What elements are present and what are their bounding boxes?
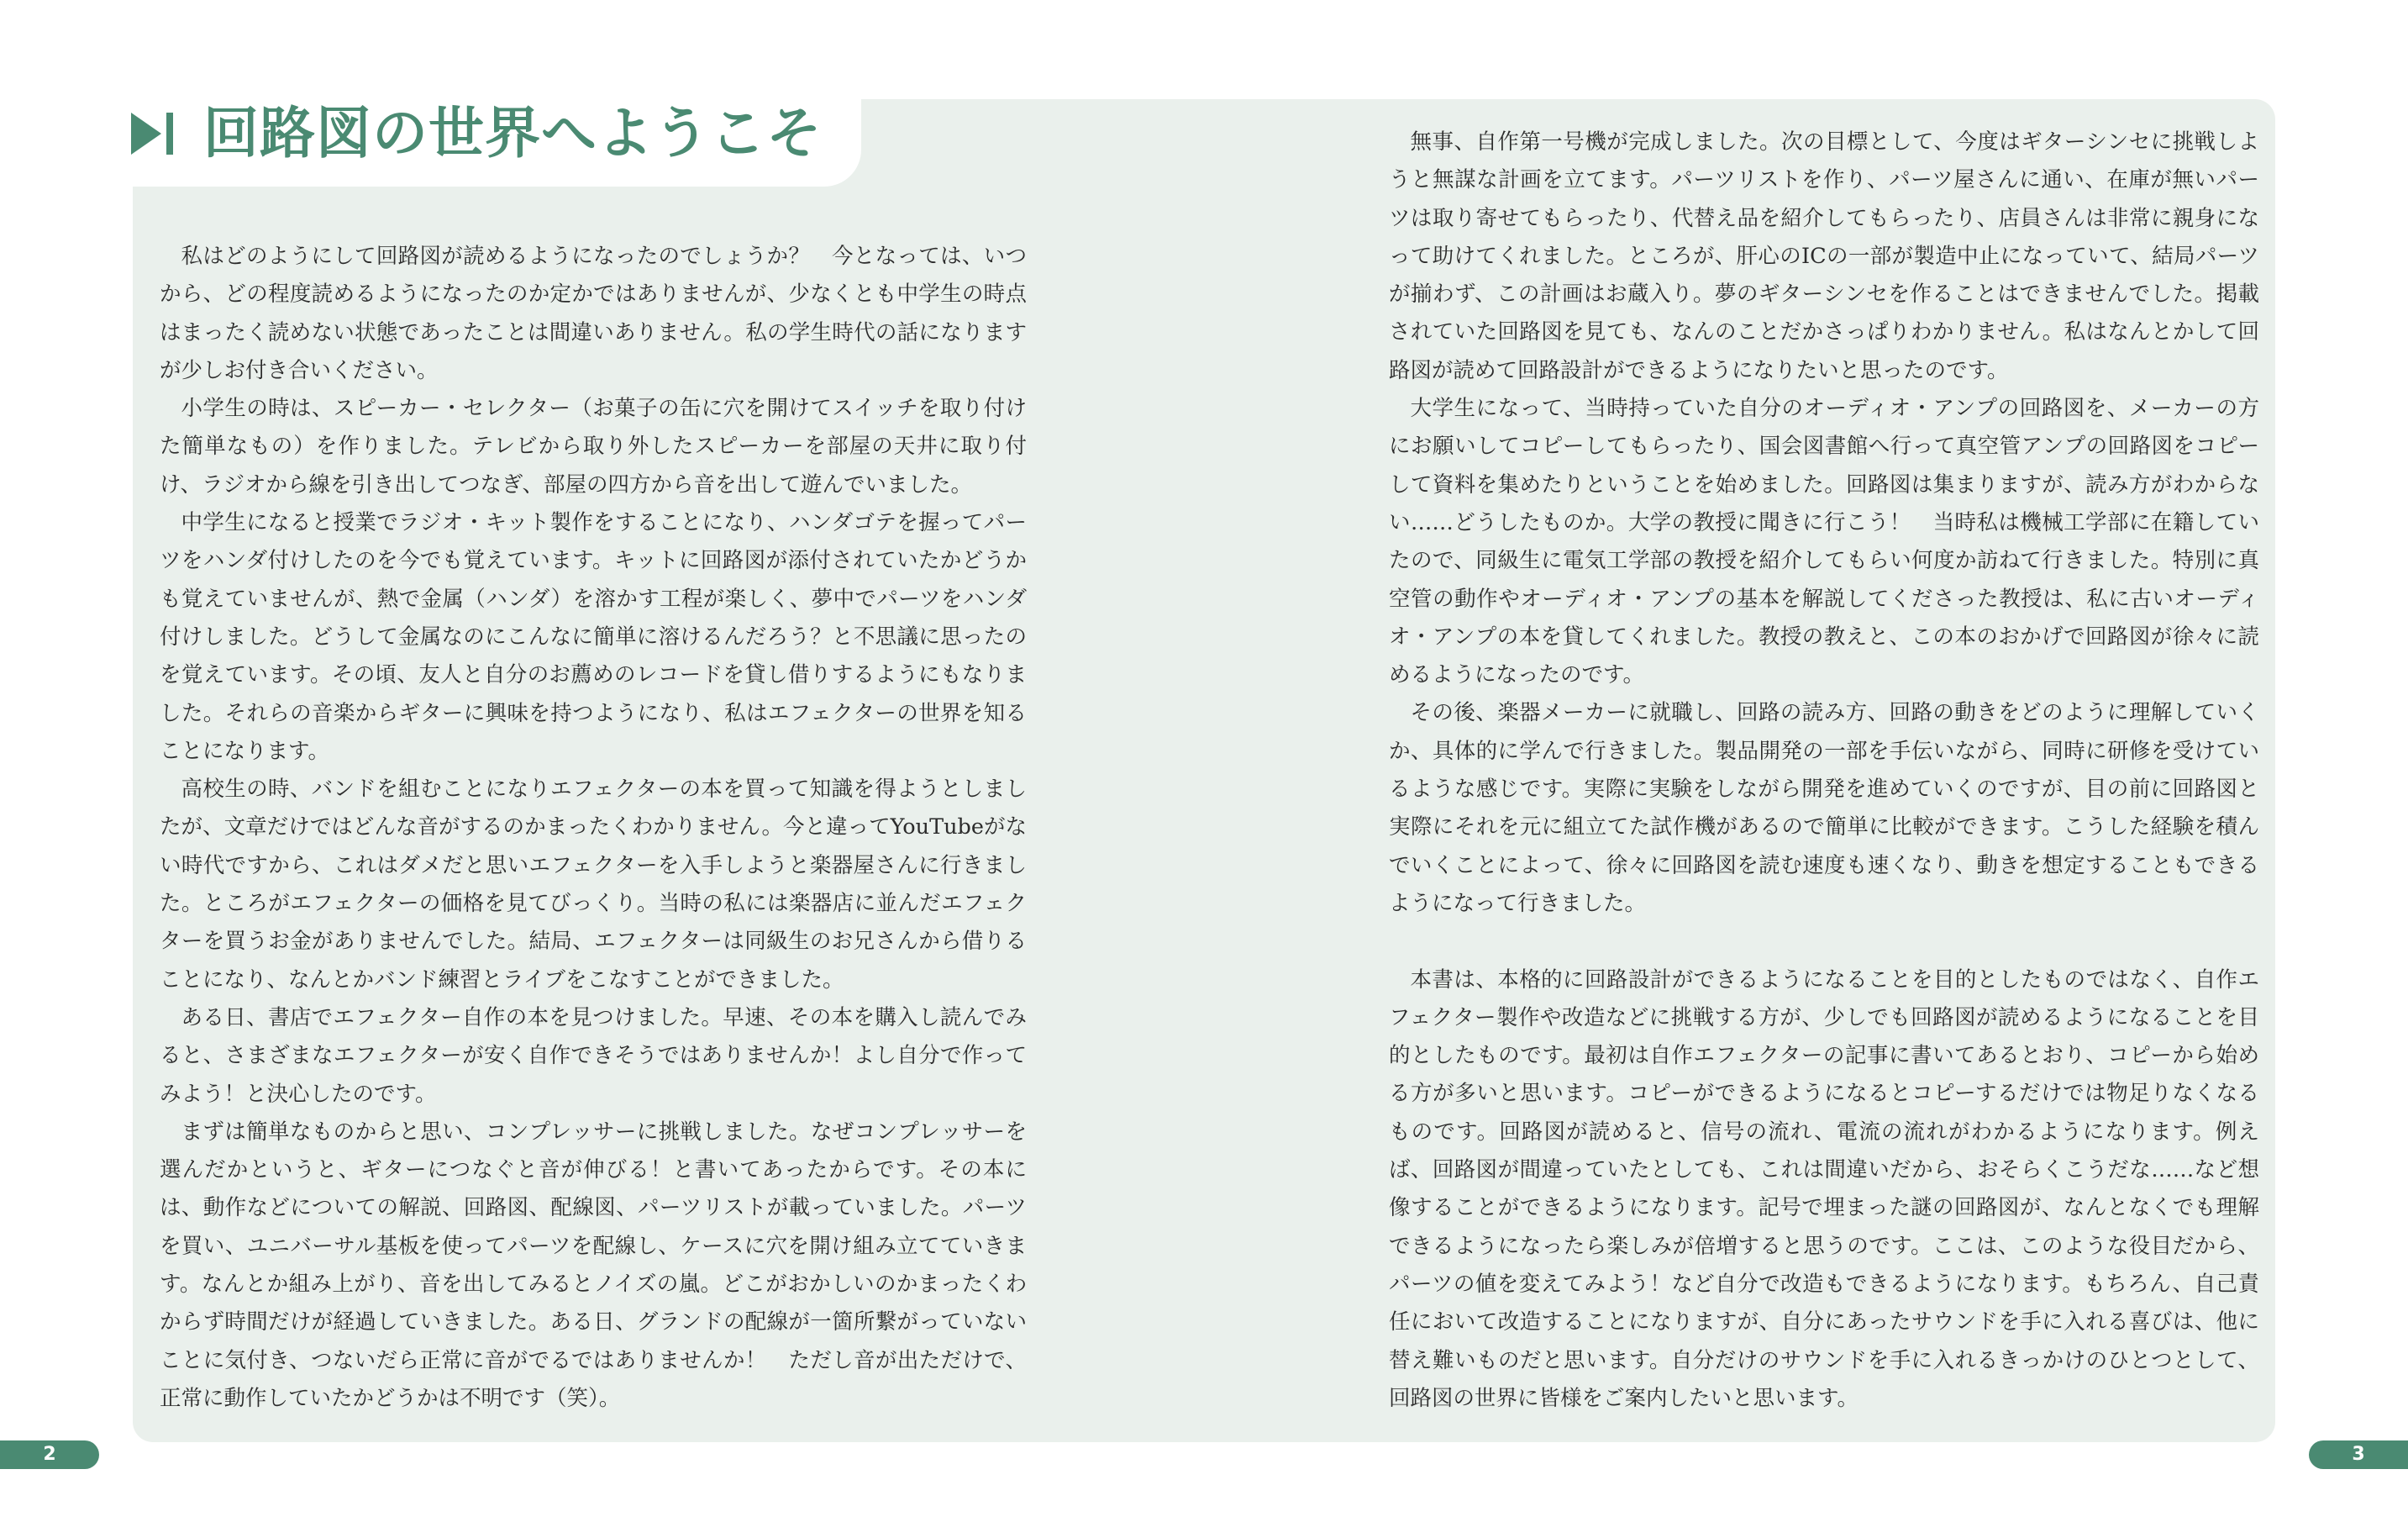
page-number-right: 3 xyxy=(2309,1440,2408,1469)
page-title: 回路図の世界へようこそ xyxy=(203,100,823,166)
paragraph-gap xyxy=(1389,923,2259,961)
paragraph: 無事、自作第一号機が完成しました。次の目標として、今度はギターシンセに挑戦しようと無謀な計画を立てます。パーツリストを作り、パーツ屋さんに通い、在庫が無いパーツは取り寄せてもらったり、代替え品を紹介してもらったり、店員さんは非常に親身になって助けてくれました。ところが、肝心のICの一部が製造中止になっていて、結局パーツが揃わず、この計画はお蔵入り。夢のギターシンセを作ることはできませんでした。掲載されていた回路図を見ても、なんのことだかさっぱりわかりません。私はなんとかして回路図が読めて回路設計ができるようになりたいと思ったのです。 xyxy=(1389,129,2259,383)
paragraph: ある日、書店でエフェクター自作の本を見つけました。早速、その本を購入し読んでみると、さまざまなエフェクターが安く自作できそうではありませんか！よし自分で作ってみよう！と決心したのです。 xyxy=(160,1004,1027,1107)
paragraph: 本書は、本格的に回路設計ができるようになることを目的としたものではなく、自作エフェクター製作や改造などに挑戦する方が、少しでも回路図が読めるようになることを目的としたものです。最初は自作エフェクターの記事に書いてあるとおり、コピーから始める方が多いと思います。コピーができるようになるとコピーするだけでは物足りなくなるものです。回路図が読めると、信号の流れ、電流の流れがわかるようになります。例えば、回路図が間違っていたとしても、これは間違いだから、おそらくこうだな……など想像することができるようになります。記号で埋まった謎の回路図が、なんとなくでも理解できるようになったら楽しみが倍増すると思うのです。ここは、このような役目だから、パーツの値を変えてみよう！など自分で改造もできるようになります。もちろん、自己責任において改造することになりますが、自分にあったサウンドを手に入れる喜びは、他に替え難いものだと思います。自分だけのサウンドを手に入れるきっかけのひとつとして、回路図の世界に皆様をご案内したいと思います。 xyxy=(1389,966,2259,1411)
paragraph: まずは簡単なものからと思い、コンプレッサーに挑戦しました。なぜコンプレッサーを選んだかというと、ギターにつなぐと音が伸びる！と書いてあったからです。その本には、動作などについての解説、回路図、配線図、パーツリストが載っていました。パーツを買い、ユニバーサル基板を使ってパーツを配線し、ケースに穴を開け組み立てていきます。なんとか組み上がり、音を出してみるとノイズの嵐。どこがおかしいのかまったくわからず時間だけが経過していきました。ある日、グランドの配線が一箇所繋がっていないことに気付き、つないだら正常に音がでるではありませんか！ ただし音が出ただけで、正常に動作していたかどうかは不明です（笑）。 xyxy=(160,1119,1027,1411)
play-bar-icon xyxy=(131,113,175,155)
paragraph: 大学生になって、当時持っていた自分のオーディオ・アンプの回路図を、メーカーの方にお願いしてコピーしてもらったり、国会図書館へ行って真空管アンプの回路図をコピーして資料を集めたりということを始めました。回路図は集まりますが、読み方がわからない……どうしたものか。大学の教授に聞きに行こう！ 当時私は機械工学部に在籍していたので、同級生に電気工学部の教授を紹介してもらい何度か訪ねて行きました。特別に真空管の動作やオーディオ・アンプの基本を解説してくださった教授は、私に古いオーディオ・アンプの本を貸してくれました。教授の教えと、この本のおかげで回路図が徐々に読めるようになったのです。 xyxy=(1389,396,2259,688)
paragraph: 中学生になると授業でラジオ・キット製作をすることになり、ハンダゴテを握ってパーツをハンダ付けしたのを今でも覚えています。キットに回路図が添付されていたかどうかも覚えていませんが、熱で金属（ハンダ）を溶かす工程が楽しく、夢中でパーツをハンダ付けしました。どうして金属なのにこんなに簡単に溶けるんだろう？と不思議に思ったのを覚えています。その頃、友人と自分のお薦めのレコードを貸し借りするようにもなりました。それらの音楽からギターに興味を持つようになり、私はエフェクターの世界を知ることになります。 xyxy=(160,510,1027,764)
left-column xyxy=(160,238,1027,1418)
paragraph: 小学生の時は、スピーカー・セレクター（お菓子の缶に穴を開けてスイッチを取り付けた簡単なもの）を作りました。テレビから取り外したスピーカーを部屋の天井に取り付け、ラジオから線を引き出してつなぎ、部屋の四方から音を出して遊んでいました。 xyxy=(160,396,1027,498)
paragraph: その後、楽器メーカーに就職し、回路の読み方、回路の動きをどのように理解していくか、具体的に学んで行きました。製品開発の一部を手伝いながら、同時に研修を受けているような感じです。実際に実験をしながら開発を進めていくのですが、目の前に回路図と実際にそれを元に組立てた試作機があるので簡単に比較ができます。こうした経験を積んでいくことによって、徐々に回路図を読む速度も速くなり、動きを想定することもできるようになって行きました。 xyxy=(1389,700,2259,916)
paragraph: 高校生の時、バンドを組むことになりエフェクターの本を買って知識を得ようとしましたが、文章だけではどんな音がするのかまったくわかりません。今と違ってYouTubeがない時代ですから、これはダメだと思いエフェクターを入手しようと楽器屋さんに行きました。ところがエフェクターの価格を見てびっくり。当時の私には楽器店に並んだエフェクターを買うお金がありませんでした。結局、エフェクターは同級生のお兄さんから借りることになり、なんとかバンド練習とライブをこなすことができました。 xyxy=(160,777,1027,993)
paragraph: 私はどのようにして回路図が読めるようになったのでしょうか？ 今となっては、いつから、どの程度読めるようになったのか定かではありませんが、少なくとも中学生の時点はまったく読めない状態であったことは間違いありません。私の学生時代の話になりますが少しお付き合いください。 xyxy=(160,244,1027,383)
right-column xyxy=(1389,124,2259,1418)
page-number-left: 2 xyxy=(0,1440,99,1469)
